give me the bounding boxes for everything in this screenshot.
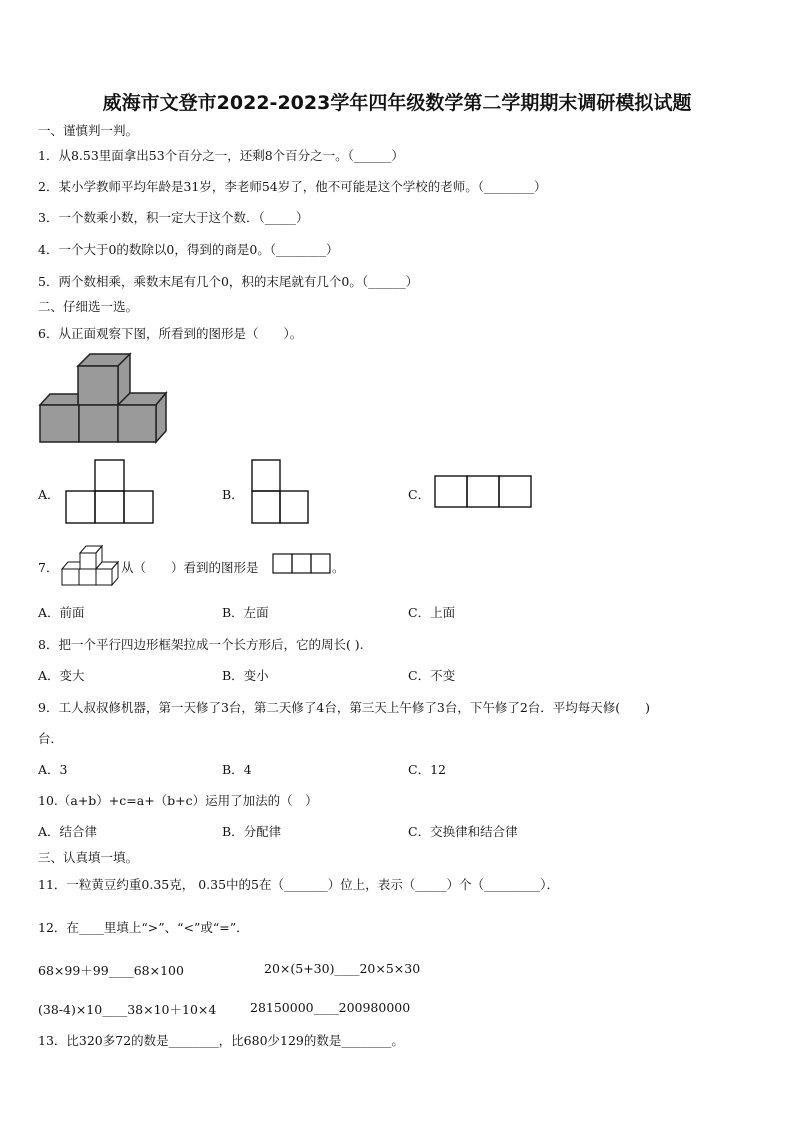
question-7-text: 从（ ）看到的图形是 [121,560,259,575]
q8-option-a[interactable]: A．变大 [38,668,85,683]
q6-option-c-figure [433,474,535,510]
section-3-heading: 三、认真填一填。 [38,850,139,865]
question-10: 10.（a+b）+c=a+（b+c）运用了加法的（ ） [38,793,318,808]
question-4: 4．一个大于0的数除以0，得到的商是0。（________） [38,242,339,257]
q6-option-b-figure [250,458,312,526]
q10-option-c[interactable]: C．交换律和结合律 [408,824,518,839]
question-3: 3．一个数乘小数，积一定大于这个数．（_____） [38,210,309,225]
q12-item-4: 28150000____200980000 [250,1000,411,1015]
question-1: 1．从8.53里面拿出53个百分之一，还剩8个百分之一。（______） [38,148,404,163]
question-8: 8．把一个平行四边形框架拉成一个长方形后，它的周长( ). [38,637,364,652]
right-cube-front-face [118,405,156,442]
q12-item-1: 68×99＋99____68×100 [38,963,184,978]
section-1-heading: 一、谨慎判一判。 [38,123,139,138]
q9-option-c[interactable]: C．12 [408,762,446,777]
q7-view-figure [272,553,334,575]
q12-item-2: 20×(5+30)____20×5×30 [264,961,421,976]
question-13: 13．比320多72的数是________，比680少129的数是________。 [38,1033,404,1048]
left-cube-top-face [40,394,78,405]
q10-option-a[interactable]: A．结合律 [38,824,98,839]
question-9-line-2: 台． [38,731,64,746]
section-2-heading: 二、仔细选一选。 [38,299,139,314]
q9-option-b[interactable]: B．4 [222,762,252,777]
left-cube-front-face [40,405,79,442]
q7-option-b[interactable]: B．左面 [222,605,269,620]
question-11: 11．一粒黄豆约重0.35克， 0.35中的5在（_______）位上，表示（_____）个（_________）． [38,877,559,892]
question-6: 6．从正面观察下图，所看到的图形是（ ）。 [38,326,303,341]
question-7-end: 。 [332,560,345,575]
q6-option-a-figure [64,458,156,526]
q12-item-3: (38-4)×10____38×10＋10×4 [38,1002,217,1017]
q6-option-c-label[interactable]: C． [408,487,431,502]
q8-option-b[interactable]: B．变小 [222,668,269,683]
page-title: 威海市文登市2022-2023学年四年级数学第二学期期末调研模拟试题 [102,92,692,114]
q6-option-a-label[interactable]: A． [38,487,60,502]
question-7-number: 7． [38,560,59,575]
q8-option-c[interactable]: C．不变 [408,668,456,683]
q6-cube-figure [38,352,170,444]
q7-cube-figure [60,543,122,587]
question-2: 2．某小学教师平均年龄是31岁，李老师54岁了，他不可能是这个学校的老师。（________） [38,179,547,194]
q7-option-c[interactable]: C．上面 [408,605,456,620]
q6-option-b-label[interactable]: B． [222,487,244,502]
q10-option-b[interactable]: B．分配律 [222,824,282,839]
middle-cube-front-face [79,405,118,442]
question-12: 12．在____里填上“>”、“<”或“=”． [38,920,249,935]
question-9-line-1: 9．工人叔叔修机器，第一天修了3台，第二天修了4台，第三天上午修了3台，下午修了2台．平均每天修( ) [38,700,651,715]
q7-option-a[interactable]: A．前面 [38,605,85,620]
top-cube-front-face [78,366,118,405]
question-5: 5．两个数相乘，乘数末尾有几个0，积的末尾就有几个0。（______） [38,274,419,289]
q9-option-a[interactable]: A．3 [38,762,68,777]
